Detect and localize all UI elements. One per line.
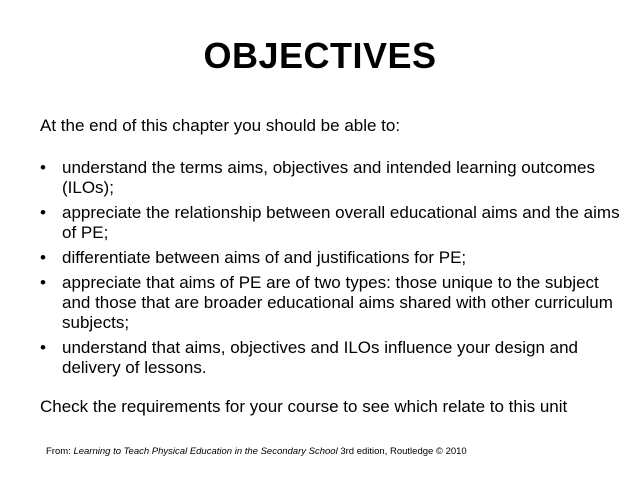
citation-book-title: Learning to Teach Physical Education in the Secondary School <box>73 446 338 457</box>
objective-text: understand the terms aims, objectives and intended learning outcomes (ILOs); <box>62 158 595 197</box>
objective-text: appreciate the relationship between overall educational aims and the aims of PE; <box>62 203 620 242</box>
bullet-icon: • <box>40 158 46 177</box>
bullet-icon: • <box>40 248 46 267</box>
bullet-icon: • <box>40 203 46 222</box>
objective-text: appreciate that aims of PE are of two types: those unique to the subject and those that are broader educational aims shared with other curriculum subjects; <box>62 273 613 332</box>
objective-item <box>40 203 620 243</box>
slide-title: OBJECTIVES <box>203 35 437 76</box>
objective-item <box>40 273 620 333</box>
citation-prefix: From: <box>46 446 74 457</box>
source-citation <box>46 446 626 458</box>
intro-text: At the end of this chapter you should be able to: <box>40 116 401 135</box>
objective-item <box>40 248 620 268</box>
citation-suffix: 3rd edition, Routledge © 2010 <box>337 446 467 457</box>
bullet-icon: • <box>40 273 46 292</box>
bullet-icon: • <box>40 338 46 357</box>
objective-text: understand that aims, objectives and ILOs influence your design and delivery of lessons. <box>62 338 578 377</box>
objectives-list <box>40 158 620 383</box>
objective-item <box>40 338 620 378</box>
objective-text: differentiate between aims of and justifications for PE; <box>62 248 467 267</box>
closing-text: Check the requirements for your course to see which relate to this unit <box>40 397 568 416</box>
objective-item <box>40 158 620 198</box>
